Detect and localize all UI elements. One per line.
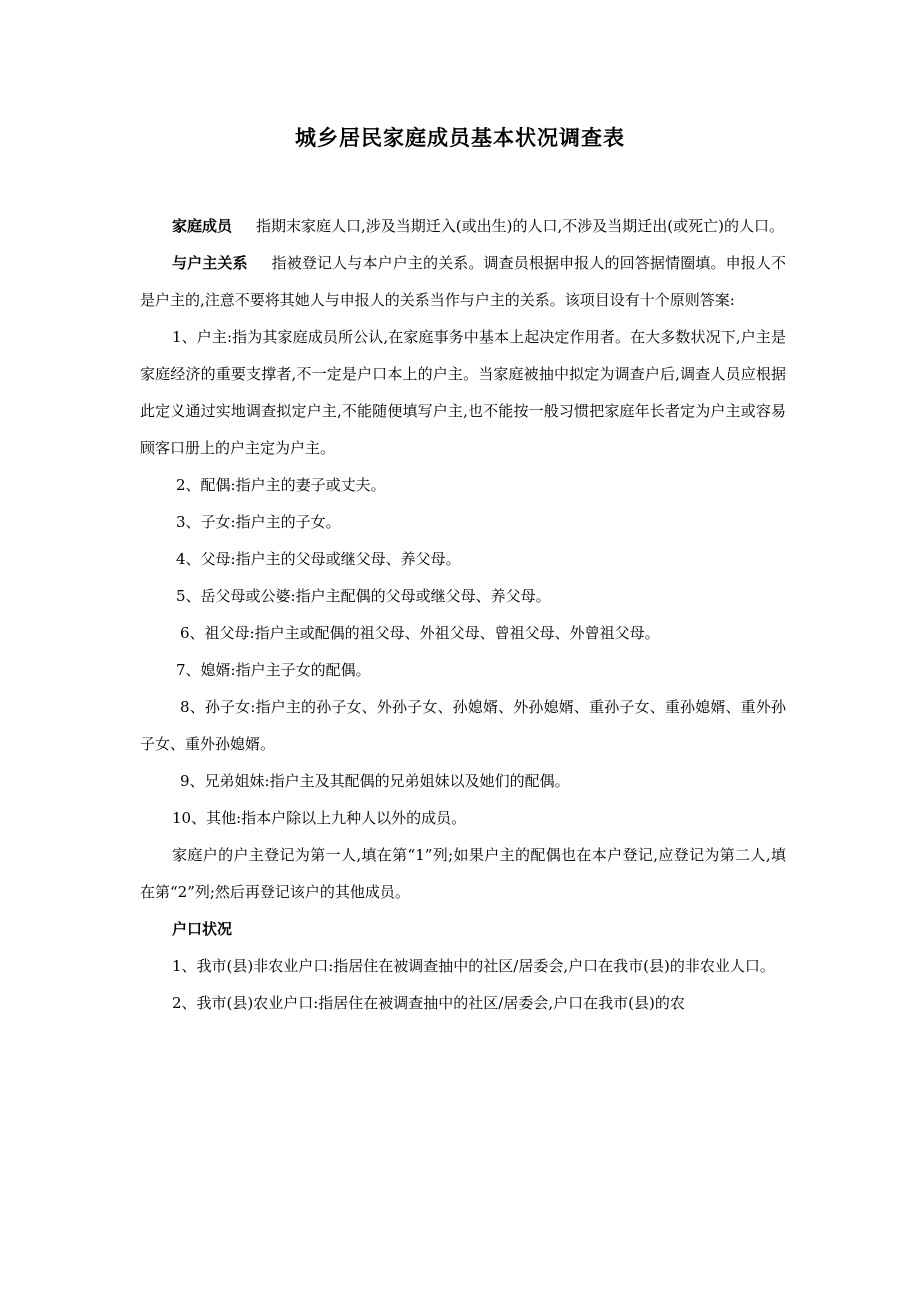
relation-item-3: 3、子女:指户主的子女。 <box>176 513 341 531</box>
page-title: 城乡居民家庭成员基本状况调查表 <box>295 126 625 150</box>
relation-text: 指被登记人与本户户主的关系。调查员根据申报人的回答据情圈填。申报人不是户主的,注意不要将其她人与申报人的关系当作与户主的关系。该项目设有十个原则答案: <box>140 254 786 309</box>
relation-item-8: 8、孙子女:指户主的孙子女、外孙子女、孙媳婿、外孙媳婿、重孙子女、重孙媳婿、重外孙子女、重外孙媳婿。 <box>140 698 786 753</box>
family-members-text: 指期末家庭人口,涉及当期迁入(或出生)的人口,不涉及当期迁出(或死亡)的人口。 <box>256 217 784 235</box>
relation-item-9: 9、兄弟姐妹:指户主及其配偶的兄弟姐妹以及她们的配偶。 <box>180 772 570 790</box>
hukou-item-2: 2、我市(县)农业户口:指居住在被调查抽中的社区/居委会,户口在我市(县)的农 <box>172 994 685 1012</box>
hukou-item-1: 1、我市(县)非农业户口:指居住在被调查抽中的社区/居委会,户口在我市(县)的非农业人口。 <box>172 957 775 975</box>
relation-item-5: 5、岳父母或公婆:指户主配偶的父母或继父母、养父母。 <box>176 587 551 605</box>
relation-item-2: 2、配偶:指户主的妻子或丈夫。 <box>176 476 386 494</box>
relation-paragraph <box>140 245 786 319</box>
family-members-paragraph <box>140 208 786 245</box>
relation-item-1: 1、户主:指为其家庭成员所公认,在家庭事务中基本上起决定作用者。在大多数状况下,户主是家庭经济的重要支撑者,不一定是户口本上的户主。当家庭被抽中拟定为调查户后,调查人员应根据此定义通过实地调查拟定户主,不能随便填写户主,也不能按一般习惯把家庭年长者定为户主或容易顾客口册上的户主定为户主。 <box>140 328 786 457</box>
registration-note: 家庭户的户主登记为第一人,填在第“1”列;如果户主的配偶也在本户登记,应登记为第二人,填在第“2”列;然后再登记该户的其他成员。 <box>140 846 786 901</box>
relation-term: 与户主关系 <box>172 254 248 272</box>
relation-item-6: 6、祖父母:指户主或配偶的祖父母、外祖父母、曾祖父母、外曾祖父母。 <box>180 624 660 642</box>
document-body <box>140 208 786 1022</box>
hukou-heading: 户口状况 <box>172 920 233 938</box>
relation-item-10: 10、其他:指本户除以上九种人以外的成员。 <box>172 809 467 827</box>
relation-item-4: 4、父母:指户主的父母或继父母、养父母。 <box>176 550 461 568</box>
relation-item-7: 7、媳婿:指户主子女的配偶。 <box>176 661 371 679</box>
family-members-term: 家庭成员 <box>172 217 233 235</box>
